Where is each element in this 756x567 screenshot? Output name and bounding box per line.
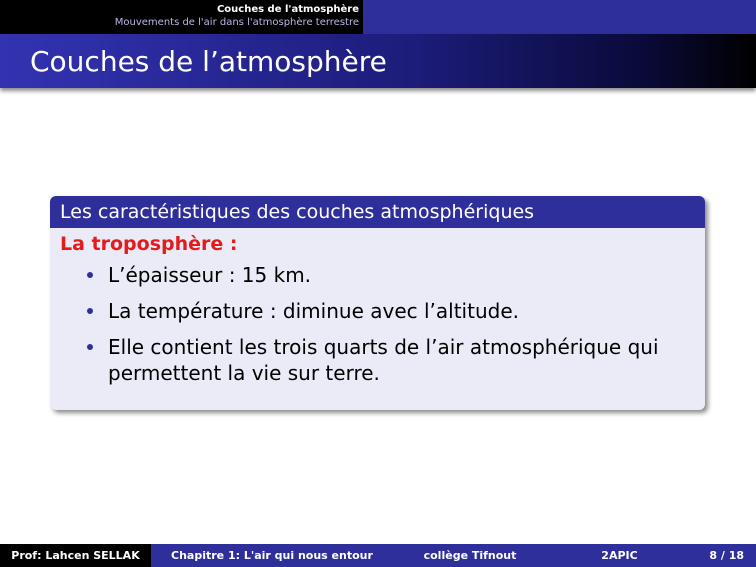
block-body	[50, 228, 705, 386]
bullet-item	[60, 262, 695, 288]
footer-school: collège Tifnout	[377, 544, 563, 567]
bullet-item	[60, 298, 695, 324]
footer-class: 2APIC	[563, 544, 676, 567]
nav-section-link[interactable]: Couches de l'atmosphère	[216, 4, 359, 15]
bullet-dot-icon	[87, 308, 93, 314]
bullet-text: La température : diminue avec l’altitude.	[108, 299, 519, 323]
bullet-list	[60, 262, 695, 386]
content-block	[50, 196, 705, 410]
bullet-text: L’épaisseur : 15 km.	[108, 263, 312, 287]
footer-page-number: 8 / 18	[676, 544, 756, 567]
block-header: Les caractéristiques des couches atmosphériques	[50, 196, 705, 228]
block-subtitle: La troposphère :	[60, 233, 238, 255]
footer-author: Prof: Lahcen SELLAK	[0, 544, 151, 567]
footer-bar	[0, 544, 756, 567]
bullet-text: Elle contient les trois quarts de l’air atmosphérique qui permettent la vie sur terre.	[108, 335, 659, 385]
bullet-dot-icon	[87, 272, 93, 278]
frame-title-bar	[0, 34, 756, 88]
footer-chapter: Chapitre 1: L'air qui nous entour	[151, 544, 377, 567]
frame-title: Couches de l’atmosphère	[30, 45, 387, 78]
bullet-item	[60, 334, 695, 386]
bullet-dot-icon	[87, 344, 93, 350]
nav-subsection-link[interactable]: Mouvements de l'air dans l'atmosphère terrestre	[114, 17, 359, 28]
nav-bar-right	[363, 0, 756, 34]
